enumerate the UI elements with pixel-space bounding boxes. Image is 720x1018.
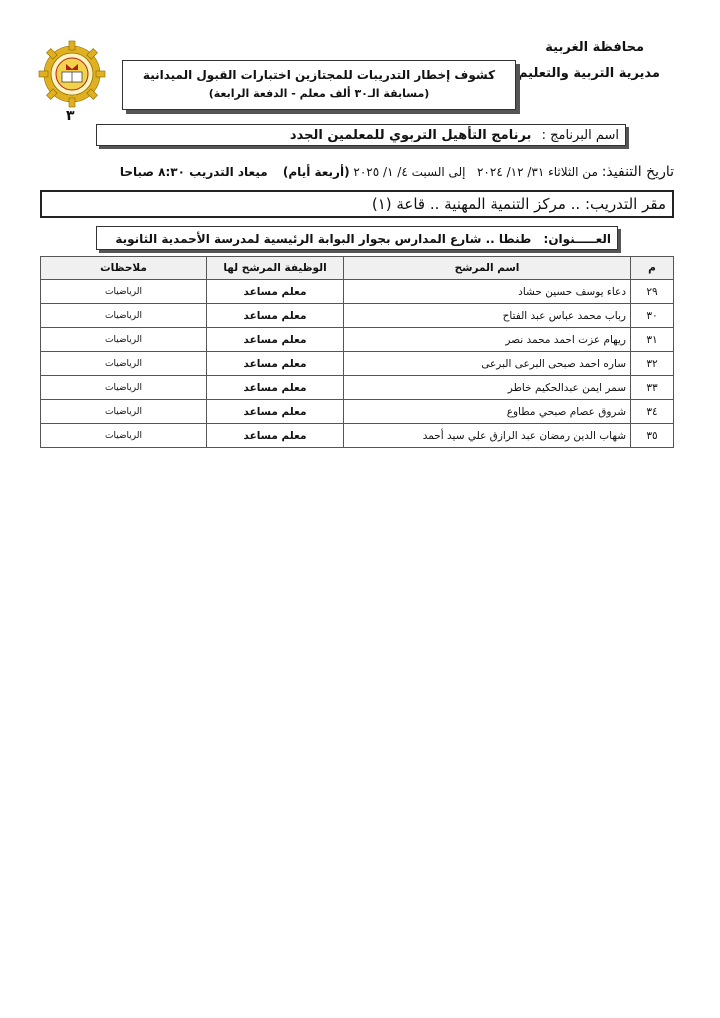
header-num: م: [631, 257, 674, 280]
training-time: ميعاد التدريب ٨:٣٠ صباحا: [119, 165, 268, 179]
table-row: [41, 352, 674, 376]
page-number: ٣: [66, 108, 75, 124]
row-name: ريهام عزت احمد محمد نصر: [344, 328, 631, 352]
header-job: الوظيفة المرشح لها: [207, 257, 344, 280]
table-row: [41, 376, 674, 400]
execution-line: [120, 164, 674, 180]
venue-box: [40, 190, 674, 218]
table-row: [41, 304, 674, 328]
row-name: رباب محمد عباس عبد الفتاح: [344, 304, 631, 328]
row-job: معلم مساعد: [207, 400, 344, 424]
program-label: اسم البرنامج :: [541, 128, 619, 143]
directorate-name: مديرية التربية والتعليم: [517, 66, 660, 81]
address-value: طنطا .. شارع المدارس بجوار البوابة الرئيسية لمدرسة الأحمدية الثانوية: [115, 232, 532, 246]
execution-duration: (أربعة أيام): [282, 165, 350, 179]
row-name: دعاء يوسف حسين حشاد: [344, 280, 631, 304]
row-num: ٣٥: [631, 424, 674, 448]
row-job: معلم مساعد: [207, 280, 344, 304]
row-name: شهاب الدين رمضان عبد الرازق علي سيد أحمد: [344, 424, 631, 448]
execution-from: من الثلاثاء ٣١/ ١٢/ ٢٠٢٤: [476, 165, 598, 179]
row-notes: الرياضيات: [41, 304, 207, 328]
row-num: ٣٣: [631, 376, 674, 400]
row-num: ٣٤: [631, 400, 674, 424]
row-name: شروق عصام صبحي مطاوع: [344, 400, 631, 424]
row-num: ٣٠: [631, 304, 674, 328]
row-num: ٢٩: [631, 280, 674, 304]
header-name: اسم المرشح: [344, 257, 631, 280]
table-header-row: [41, 257, 674, 280]
address-label: العـــــنوان:: [543, 232, 611, 246]
row-job: معلم مساعد: [207, 304, 344, 328]
program-box: [96, 124, 626, 146]
program-value: برنامج التأهيل التربوي للمعلمين الجدد: [289, 128, 532, 143]
address-box: [96, 226, 618, 250]
governorate-name: محافظة الغربية: [545, 40, 644, 55]
row-notes: الرياضيات: [41, 400, 207, 424]
row-job: معلم مساعد: [207, 424, 344, 448]
table-row: [41, 424, 674, 448]
table-row: [41, 280, 674, 304]
row-name: سمر ايمن عبدالحكيم خاطر: [344, 376, 631, 400]
row-notes: الرياضيات: [41, 328, 207, 352]
document-subtitle: (مسابقة الـ٣٠ ألف معلم - الدفعة الرابعة): [208, 87, 430, 100]
table-row: [41, 328, 674, 352]
row-notes: الرياضيات: [41, 352, 207, 376]
row-notes: الرياضيات: [41, 280, 207, 304]
row-notes: الرياضيات: [41, 376, 207, 400]
row-job: معلم مساعد: [207, 352, 344, 376]
header-notes: ملاحظات: [41, 257, 207, 280]
candidates-table: [40, 256, 674, 448]
row-name: ساره احمد صبحى البرعى البرعى: [344, 352, 631, 376]
execution-label: تاريخ التنفيذ:: [601, 164, 674, 180]
row-job: معلم مساعد: [207, 328, 344, 352]
document-title-box: [122, 60, 516, 110]
row-num: ٣١: [631, 328, 674, 352]
table-row: [41, 400, 674, 424]
venue-label: مقر التدريب:: [584, 195, 666, 213]
execution-to: إلى السبت ٤/ ١/ ٢٠٢٥: [353, 165, 466, 179]
row-num: ٣٢: [631, 352, 674, 376]
row-notes: الرياضيات: [41, 424, 207, 448]
row-job: معلم مساعد: [207, 376, 344, 400]
document-title: كشوف إخطار التدريبات للمجتازين اختبارات القبول الميدانية: [142, 68, 496, 82]
venue-value: .. مركز التنمية المهنية .. قاعة (١): [371, 195, 581, 213]
ministry-logo-icon: [36, 38, 108, 110]
